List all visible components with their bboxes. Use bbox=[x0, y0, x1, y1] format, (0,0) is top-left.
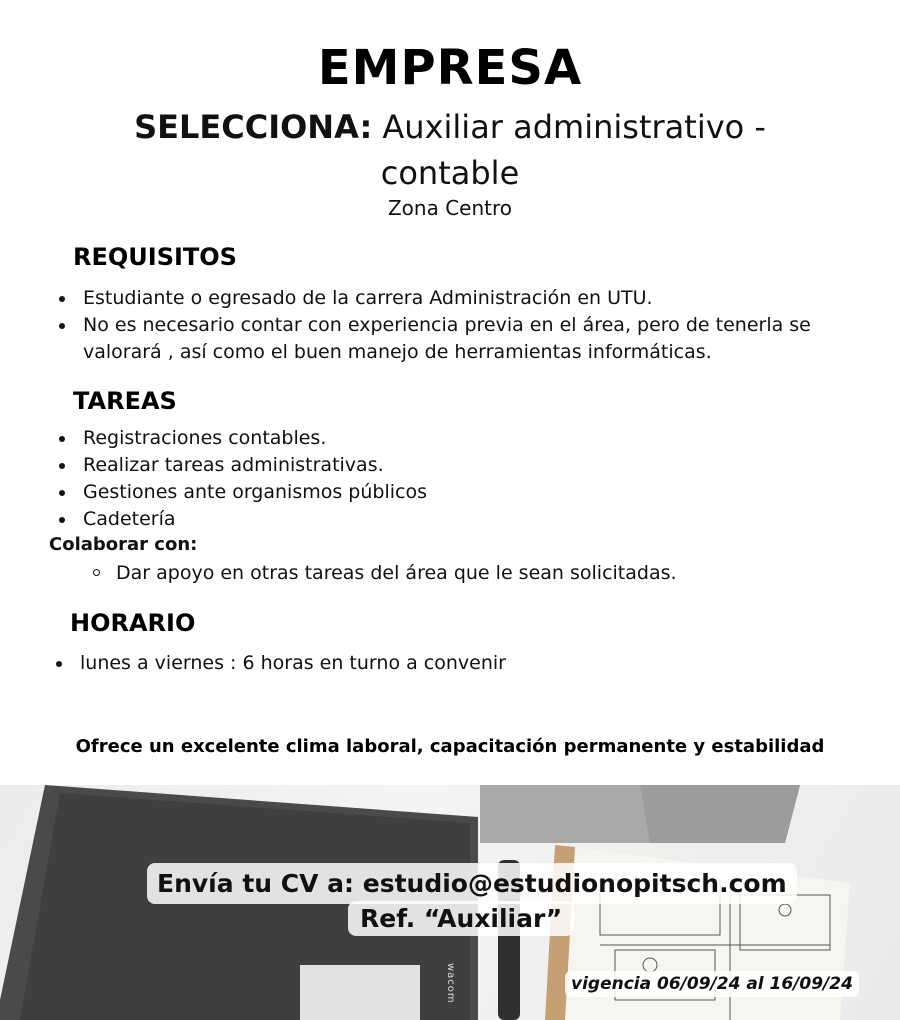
position-name: Auxiliar administrativo - contable bbox=[380, 108, 766, 192]
validity-dates: vigencia 06/09/24 al 16/09/24 bbox=[565, 971, 859, 997]
collab-label: Colaborar con: bbox=[49, 534, 198, 555]
list-item: Dar apoyo en otras tareas del área que le sean solicitadas. bbox=[49, 560, 859, 587]
zone-label: Zona Centro bbox=[387, 196, 513, 220]
footer-photo bbox=[0, 785, 900, 1020]
send-cv-banner: Envía tu CV a: estudio@estudionopitsch.com bbox=[147, 863, 797, 904]
list-item: Realizar tareas administrativas. bbox=[49, 452, 859, 479]
reference-label: Ref. “Auxiliar” bbox=[348, 901, 574, 936]
horario-heading: HORARIO bbox=[70, 609, 196, 637]
company-title: EMPRESA bbox=[317, 40, 583, 96]
collab-list bbox=[49, 560, 859, 587]
horario-list bbox=[46, 650, 856, 677]
requisitos-list bbox=[49, 285, 859, 366]
requisitos-heading: REQUISITOS bbox=[73, 243, 237, 271]
tablet-brand-logo: wacom bbox=[445, 963, 456, 1004]
list-item: No es necesario contar con experiencia previa en el área, pero de tenerla se valorará , así como el buen manejo de herramientas informáticas. bbox=[49, 312, 859, 366]
position-title bbox=[100, 104, 800, 196]
offer-text: Ofrece un excelente clima laboral, capacitación permanente y estabilidad bbox=[75, 736, 825, 757]
tareas-heading: TAREAS bbox=[73, 387, 177, 415]
list-item: Registraciones contables. bbox=[49, 425, 859, 452]
tareas-list bbox=[49, 425, 859, 533]
select-label: SELECCIONA: bbox=[134, 108, 373, 146]
list-item: Cadetería bbox=[49, 506, 859, 533]
list-item: Estudiante o egresado de la carrera Administración en UTU. bbox=[49, 285, 859, 312]
list-item: Gestiones ante organismos públicos bbox=[49, 479, 859, 506]
list-item: lunes a viernes : 6 horas en turno a convenir bbox=[46, 650, 856, 677]
